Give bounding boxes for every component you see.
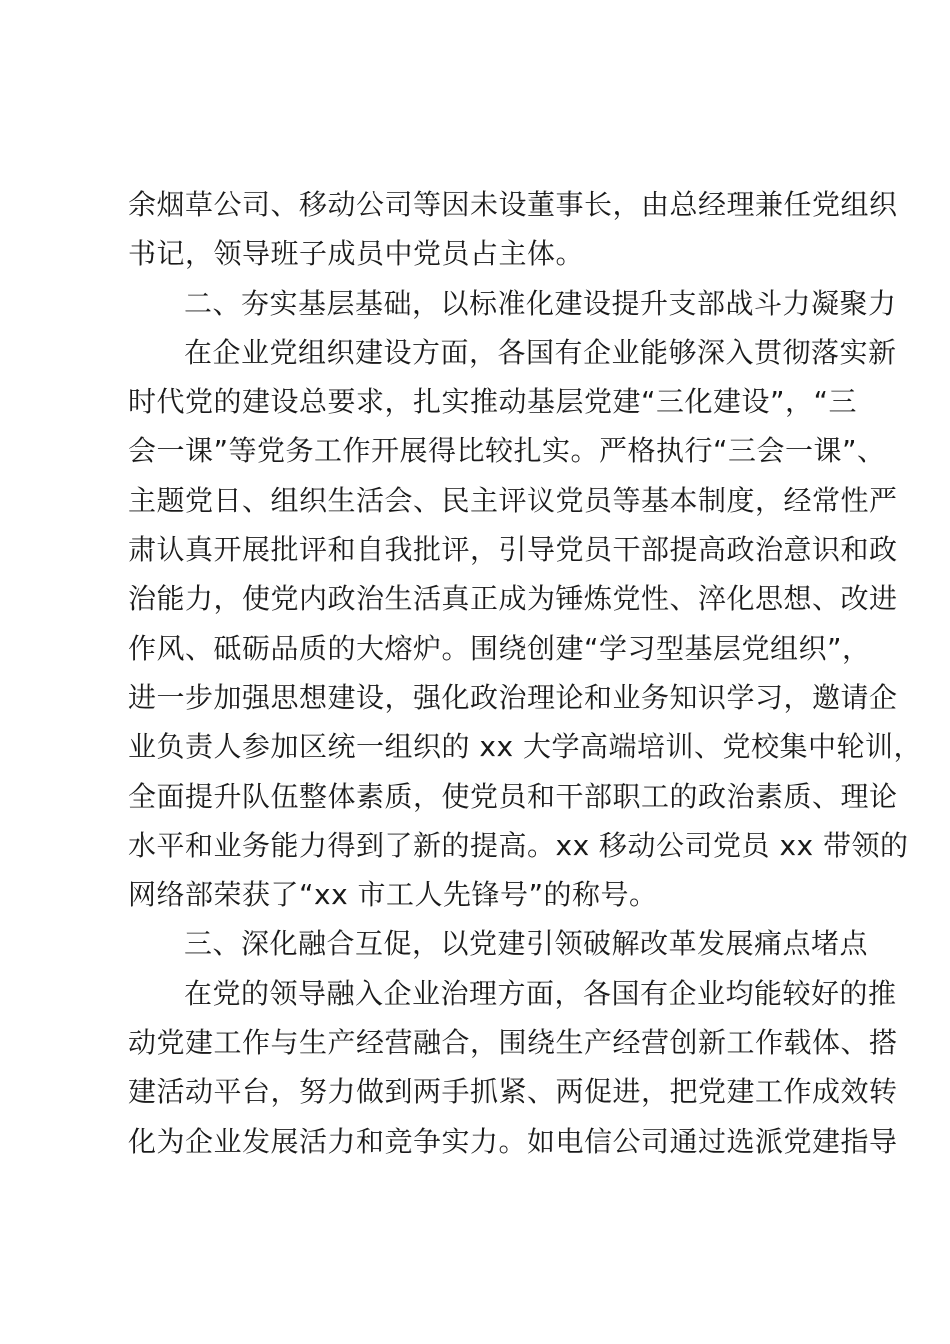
text-line: 动党建工作与生产经营融合，围绕生产经营创新工作载体、搭 bbox=[128, 1026, 898, 1060]
text-line: 水平和业务能力得到了新的提高。xx 移动公司党员 xx 带领的 bbox=[128, 828, 909, 862]
section-heading: 三、深化融合互促，以党建引领破解改革发展痛点堵点 bbox=[184, 927, 869, 961]
text-line: 建活动平台，努力做到两手抓紧、两促进，把党建工作成效转 bbox=[128, 1075, 898, 1109]
text-line: 作风、砥砺品质的大熔炉。围绕创建“学习型基层党组织”， bbox=[128, 631, 871, 665]
document-body bbox=[128, 180, 922, 1166]
text-line: 主题党日、组织生活会、民主评议党员等基本制度，经常性严 bbox=[128, 483, 898, 517]
text-line: 书记，领导班子成员中党员占主体。 bbox=[128, 237, 585, 271]
text-line: 进一步加强思想建设，强化政治理论和业务知识学习，邀请企 bbox=[128, 680, 898, 714]
text-line: 全面提升队伍整体素质，使党员和干部职工的政治素质、理论 bbox=[128, 779, 898, 813]
text-line: 业负责人参加区统一组织的 xx 大学高端培训、党校集中轮训， bbox=[128, 730, 922, 764]
text-line: 时代党的建设总要求，扎实推动基层党建“三化建设”，“三 bbox=[128, 385, 858, 419]
text-line: 肃认真开展批评和自我批评，引导党员干部提高政治意识和政 bbox=[128, 533, 898, 567]
text-line: 会一课”等党务工作开展得比较扎实。严格执行“三会一课”、 bbox=[128, 434, 886, 468]
text-line: 化为企业发展活力和竞争实力。如电信公司通过选派党建指导 bbox=[128, 1124, 898, 1158]
section-heading: 二、夯实基层基础，以标准化建设提升支部战斗力凝聚力 bbox=[184, 286, 897, 320]
paragraph-first-line: 在企业党组织建设方面，各国有企业能够深入贯彻落实新 bbox=[184, 335, 897, 369]
text-line: 治能力，使党内政治生活真正成为锤炼党性、淬化思想、改进 bbox=[128, 582, 898, 616]
paragraph-first-line: 在党的领导融入企业治理方面，各国有企业均能较好的推 bbox=[184, 976, 897, 1010]
text-line: 网络部荣获了“xx 市工人先锋号”的称号。 bbox=[128, 878, 658, 912]
text-line: 余烟草公司、移动公司等因未设董事长，由总经理兼任党组织 bbox=[128, 188, 898, 221]
